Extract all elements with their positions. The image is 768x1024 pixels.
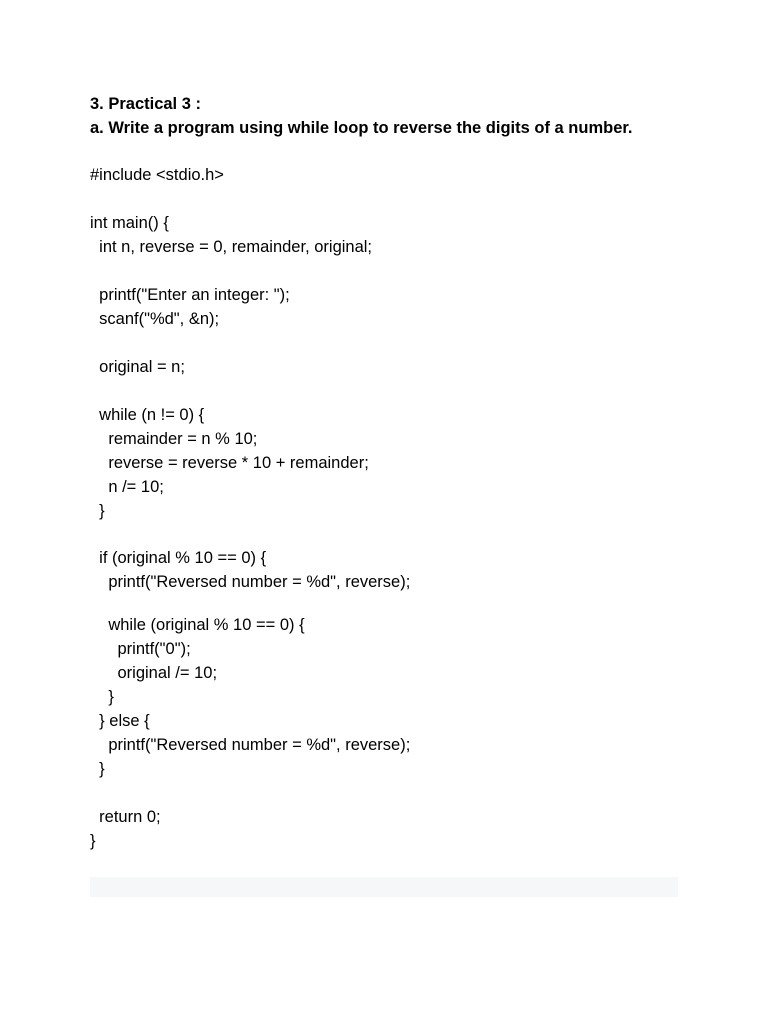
code-line: reverse = reverse * 10 + remainder;	[90, 454, 369, 472]
code-line: }	[90, 760, 105, 778]
code-line: }	[90, 502, 105, 520]
code-line: printf("Enter an integer: ");	[90, 286, 290, 304]
code-line: while (original % 10 == 0) {	[90, 616, 305, 634]
code-line: }	[90, 832, 96, 850]
code-line: printf("Reversed number = %d", reverse);	[90, 573, 411, 591]
empty-code-box	[90, 877, 678, 897]
code-line: } else {	[90, 712, 150, 730]
code-line: original /= 10;	[90, 664, 218, 682]
code-line: printf("Reversed number = %d", reverse);	[90, 736, 411, 754]
code-line: remainder = n % 10;	[90, 430, 258, 448]
code-line: while (n != 0) {	[90, 406, 205, 424]
code-line: scanf("%d", &n);	[90, 310, 220, 328]
question-text: a. Write a program using while loop to reverse the digits of a number.	[90, 119, 633, 137]
code-line: #include <stdio.h>	[90, 166, 224, 184]
code-line: }	[90, 688, 114, 706]
code-line: int main() {	[90, 214, 169, 232]
code-line: return 0;	[90, 808, 161, 826]
code-line: int n, reverse = 0, remainder, original;	[90, 238, 373, 256]
code-line: if (original % 10 == 0) {	[90, 549, 267, 567]
code-line: printf("0");	[90, 640, 191, 658]
code-line: n /= 10;	[90, 478, 164, 496]
code-line: original = n;	[90, 358, 185, 376]
practical-title: 3. Practical 3 :	[90, 95, 201, 113]
